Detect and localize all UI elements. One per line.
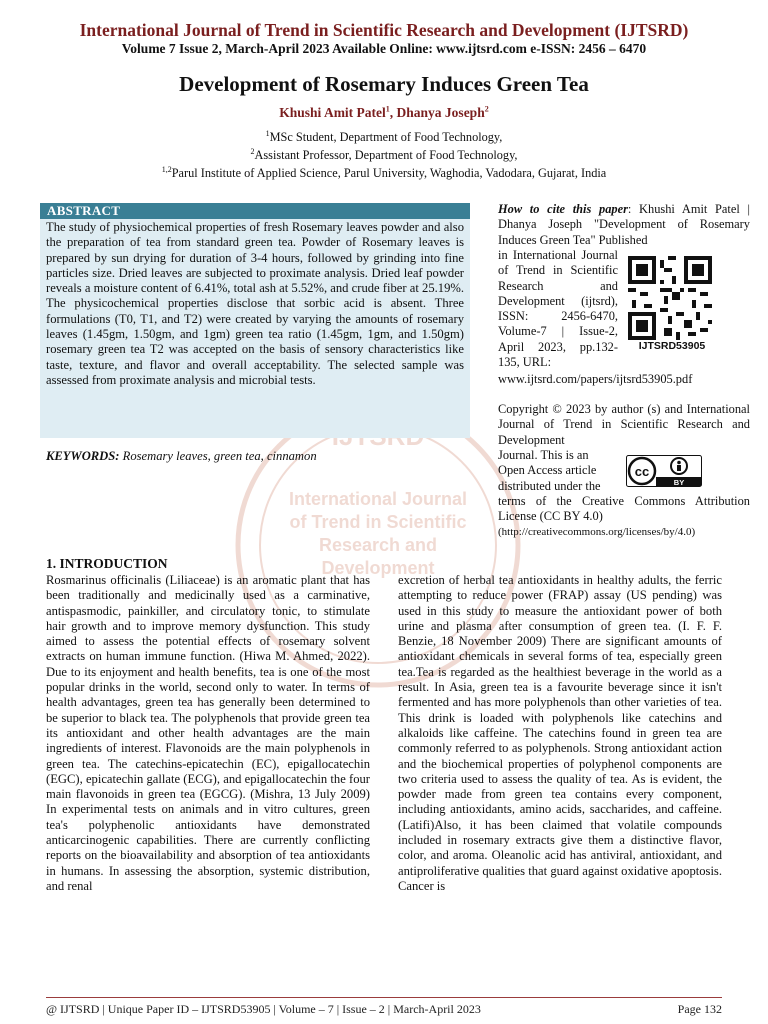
watermark-line-2: of Trend in Scientific — [289, 512, 467, 532]
abstract-text: The study of physiochemical properties of fresh Rosemary leaves powder and also the preparation of tea from standard green tea. Powder of Rosemary leaves is prepared by sun drying for duration of 3-4 hours, followed by grinding into fine particles size. Dried leaves are subjected to proximate analysis. Dried leaf powder reveals a moisture content of 6.41%, total ash at 5.52%, and crude fiber at 25.19%. The physicochemical properties disclose that sorbic acid is absent. Three formulations (T0, T1, and T2) were created by varying the amounts of rosemary leaves (1.45gm, 1.50gm, and 1gm) green tea ratio (1.45gm, 1gm, and 1.50gm) rosemary green tea T2 was accepted on the basis of sensory characteristics like taste, texture, and flavor and overall acceptability. The selected sample was assessed from proximate analysis and microbial tests. — [46, 220, 464, 387]
affiliation-3 — [0, 166, 768, 181]
watermark-line-1: International Journal — [288, 489, 468, 509]
affiliation-2-text: Assistant Professor, Department of Food Technology, — [254, 148, 518, 162]
copyright-lead: Copyright © 2023 by author (s) and International Journal of Trend in Scientific Research and Development — [498, 402, 750, 447]
watermark-line-4: Development — [321, 558, 435, 578]
page-number: Page 132 — [677, 1002, 722, 1016]
paper-id-label: IJTSRD53905 — [638, 340, 706, 352]
copyright-open-access: Journal. This is an Open Access article distributed under the — [498, 448, 601, 493]
author-separator: , — [389, 105, 397, 120]
by-mark-text: BY — [673, 478, 685, 487]
author-1-sup: 1 — [385, 104, 390, 114]
author-1: Khushi Amit Patel — [279, 105, 386, 120]
intro-paragraph-left: Rosmarinus officinalis (Liliaceae) is an aromatic plant that has been traditionally and medicinally used as a carminative, antispasmodic, painkiller, and circulatory tonic, to stimulate hair growth and to improve memory dysfunction. This study aimed to assess the potential effects of rosemary solvent extracts on human immune function. (Hiwa M. Ahmed, 2022). Due to its enjoyment and health benefits, tea is one of the most popular drinks in the world, second only to water. In terms of health advantages, green tea has generally been determined to be superior to black tea. The polyphenols that provide green tea its antioxidant and other health advantages are the main ingredients of interest. Flavonoids are the main polyphenols in green tea. The catechins-epicatechin (EC), epigallocatechin (EGC), epicatechin gallate (ECG), and epigallocatechin the four main flavonoids in green tea (EGCG). (Mishra, 13 July 2009) In experimental tests on animals and in vitro cultures, green tea's polyphenolic antioxidants have demonstrated anticarcinogenic capabilities. There are currently conflicting reports on the bioavailability and absorption of tea antioxidants in humans. In assessing the absorption, systemic distribution, and renal — [46, 573, 370, 893]
keywords — [46, 449, 466, 464]
citation-label: How to cite this paper — [498, 202, 628, 216]
intro-paragraph-right: excretion of herbal tea antioxidants in healthy adults, the ferric attempting to reduce power (FRAP) assay (US pending) was used in this study to measure the antioxidant power of both urine and plasma after consumption of green tea. (I. F. F. Benzie, 18 November 2009) There are significant amounts of antioxidant chemicals in several forms of tea, especially green tea.Tea is regarded as the healthiest beverage in the world as a result. In Asia, green tea is a favourite beverage since it isn't fermented and has more polyphenols than other varieties of tea. This drink is loaded with polyphenols like catechins and alkaloids like caffeine. The catechins found in green tea are commonly referred to as polyphenols. Strong antioxidant action and the biochemical properties of polyphenol components are two criteria used to assess the quality of tea. As is evident, the powder made from green tea contains every component, including antioxidants, amino acids, saccharides, and caffeine. (Latifi)Also, it has been claimed that volatile compounds included in rosemary extracts give them a distinctive flavor, color, and aroma. Oleanolic acid has antiviral, antioxidant, and antiproliferative qualities that guard against oxidative apoptosis. Cancer is — [398, 573, 722, 893]
citation-details: in International Journal of Trend in Scientific Research and Development (ijtsrd), ISSN: 2456-6470, Volume-7 | Issue-2, April 2023, pp.132-135, URL: — [498, 248, 618, 370]
cc-mark-text: cc — [634, 464, 650, 479]
author-line — [0, 105, 768, 121]
citation-lead-text: : Khushi Amit Patel | Dhanya Joseph "Development of Rosemary Induces Green Tea" Published — [498, 202, 750, 247]
citation-lead — [498, 202, 750, 248]
author-2: Dhanya Joseph — [396, 105, 485, 120]
qr-code-icon — [628, 256, 712, 340]
keywords-text: Rosemary leaves, green tea, cinnamon — [119, 449, 317, 463]
footer-paper-info: @ IJTSRD | Unique Paper ID – IJTSRD53905 | Volume – 7 | Issue – 2 | March-April 2023 — [46, 1002, 481, 1016]
watermark-line-3: Research and — [318, 535, 438, 555]
license-url-link[interactable]: (http://creativecommons.org/licenses/by/4.0) — [498, 526, 696, 538]
cc-by-license-badge[interactable] — [626, 455, 702, 487]
affiliation-1 — [0, 130, 768, 145]
section-heading-introduction: 1. INTRODUCTION — [46, 556, 168, 571]
body-column-right — [398, 573, 722, 894]
body-column-left — [46, 573, 370, 894]
affiliation-1-sup: 1 — [265, 128, 270, 138]
abstract-heading: ABSTRACT — [47, 203, 121, 218]
keywords-label: KEYWORDS: — [46, 449, 120, 463]
journal-issue-line: Volume 7 Issue 2, March-April 2023 Available Online: www.ijtsrd.com e-ISSN: 2456 – 6470 — [121, 41, 647, 56]
affiliation-2 — [0, 148, 768, 163]
author-2-sup: 2 — [484, 104, 489, 114]
paper-title: Development of Rosemary Induces Green Tea — [179, 72, 589, 96]
affiliation-3-sup: 1,2 — [161, 164, 172, 174]
copyright-license: terms of the Creative Commons Attribution License (CC BY 4.0) — [498, 494, 750, 524]
affiliation-2-sup: 2 — [250, 146, 255, 156]
footer-divider — [46, 997, 722, 998]
affiliation-1-text: MSc Student, Department of Food Technology, — [269, 130, 503, 144]
journal-title: International Journal of Trend in Scientific Research and Development (IJTSRD) — [79, 20, 689, 40]
affiliation-3-text: Parul Institute of Applied Science, Parul University, Waghodia, Vadodara, Gujarat, India — [171, 166, 607, 180]
citation-url-link[interactable]: www.ijtsrd.com/papers/ijtsrd53905.pdf — [498, 372, 693, 386]
